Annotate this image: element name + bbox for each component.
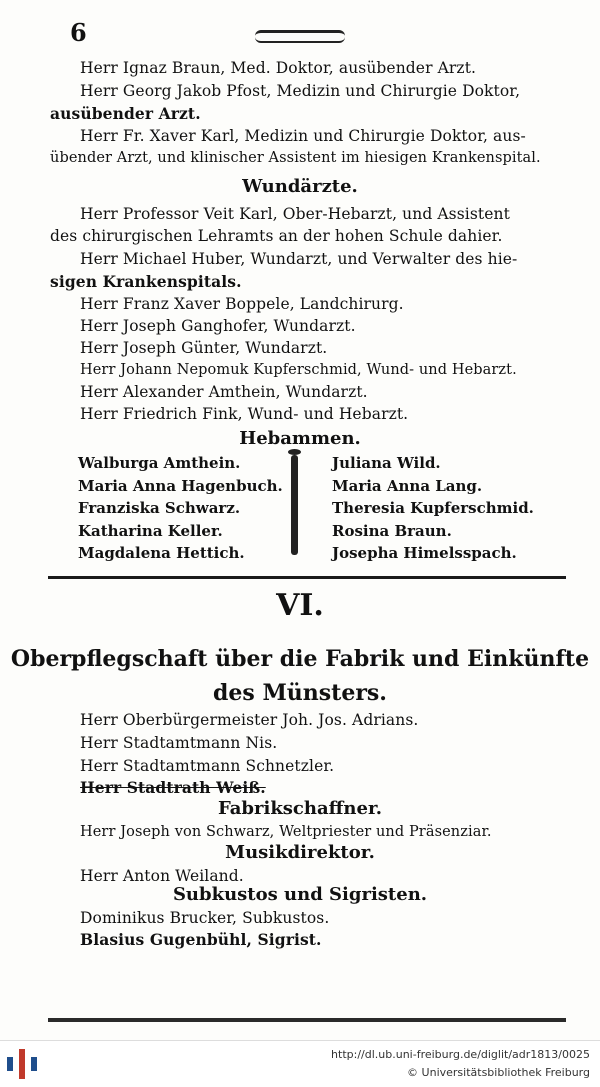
entry-line: sigen Krankenspitals.: [50, 272, 242, 291]
entry-line: Herr Stadtrath Weiß.: [80, 778, 266, 797]
section-title-continued: des Münsters.: [213, 680, 387, 706]
entry-line: Herr Stadtamtmann Schnetzler.: [80, 757, 335, 775]
entry-line: übender Arzt, und klinischer Assistent im hiesigen Krankenspital.: [50, 150, 541, 166]
footer-copyright: © Universitätsbibliothek Freiburg: [407, 1066, 590, 1079]
entry-line: Herr Joseph Günter, Wundarzt.: [80, 339, 328, 357]
viewer-footer: [0, 1040, 600, 1087]
list-item: Katharina Keller.: [78, 521, 223, 540]
entry-line: Herr Oberbürgermeister Joh. Jos. Adrians.: [80, 711, 419, 729]
hebammen-left-column: [78, 452, 283, 565]
entry-line: Herr Alexander Amthein, Wundarzt.: [80, 383, 368, 401]
footer-url[interactable]: http://dl.ub.uni-freiburg.de/diglit/adr1813/0025: [331, 1048, 590, 1061]
entry-line: Herr Joseph Ganghofer, Wundarzt.: [80, 317, 356, 335]
entry-line: Herr Professor Veit Karl, Ober-Hebarzt, und Assistent: [80, 205, 510, 223]
list-item: Franziska Schwarz.: [78, 499, 241, 517]
section-heading-subkustos: Subkustos und Sigristen.: [172, 884, 428, 905]
entry-line: Blasius Gugenbühl, Sigrist.: [80, 930, 322, 949]
bottom-rule: [48, 1018, 566, 1022]
section-numeral: VI.: [276, 588, 324, 623]
entry-line: des chirurgischen Lehramts an der hohen Schule dahier.: [50, 227, 503, 245]
section-heading-hebammen: Hebammen.: [239, 428, 361, 449]
list-item: Walburga Amthein.: [78, 454, 241, 472]
entry-line: Herr Johann Nepomuk Kupferschmid, Wund- und Hebarzt.: [80, 362, 517, 378]
list-item: Maria Anna Lang.: [332, 476, 483, 495]
list-item: Maria Anna Hagenbuch.: [78, 476, 283, 495]
library-logo-icon: [4, 1047, 40, 1081]
entry-line: Herr Friedrich Fink, Wund- und Hebarzt.: [80, 405, 409, 423]
section-divider: [48, 576, 566, 579]
section-title: Oberpflegschaft über die Fabrik und Einkünfte: [10, 646, 590, 672]
entry-line: Herr Fr. Xaver Karl, Medizin und Chirurgie Doktor, aus-: [80, 127, 526, 145]
list-item: Rosina Braun.: [332, 521, 452, 540]
section-heading-fabrikschaffner: Fabrikschaffner.: [217, 798, 383, 819]
entry-line: ausübender Arzt.: [50, 104, 201, 123]
page-number: 6: [70, 18, 87, 47]
list-item: Magdalena Hettich.: [78, 544, 245, 562]
entry-line: Herr Stadtamtmann Nis.: [80, 734, 278, 752]
entry-line: Herr Joseph von Schwarz, Weltpriester und Präsenziar.: [80, 824, 492, 840]
entry-line: Herr Anton Weiland.: [80, 867, 244, 885]
entry-line: Herr Franz Xaver Boppele, Landchirurg.: [80, 295, 404, 313]
entry-line: Herr Ignaz Braun, Med. Doktor, ausübender Arzt.: [80, 59, 477, 77]
column-divider-bar: [291, 455, 298, 555]
section-heading-wundaerzte: Wundärzte.: [242, 176, 358, 197]
section-heading-musikdirektor: Musikdirektor.: [225, 842, 375, 863]
list-item: Josepha Himelsspach.: [332, 544, 517, 562]
list-item: Juliana Wild.: [332, 454, 441, 472]
header-ornament: [255, 30, 345, 43]
hebammen-right-column: [332, 452, 534, 565]
list-item: Theresia Kupferschmid.: [332, 499, 534, 517]
entry-line: Herr Michael Huber, Wundarzt, und Verwalter des hie-: [80, 250, 518, 268]
entry-line: Dominikus Brucker, Subkustos.: [80, 909, 330, 927]
entry-line: Herr Georg Jakob Pfost, Medizin und Chirurgie Doktor,: [80, 82, 521, 100]
